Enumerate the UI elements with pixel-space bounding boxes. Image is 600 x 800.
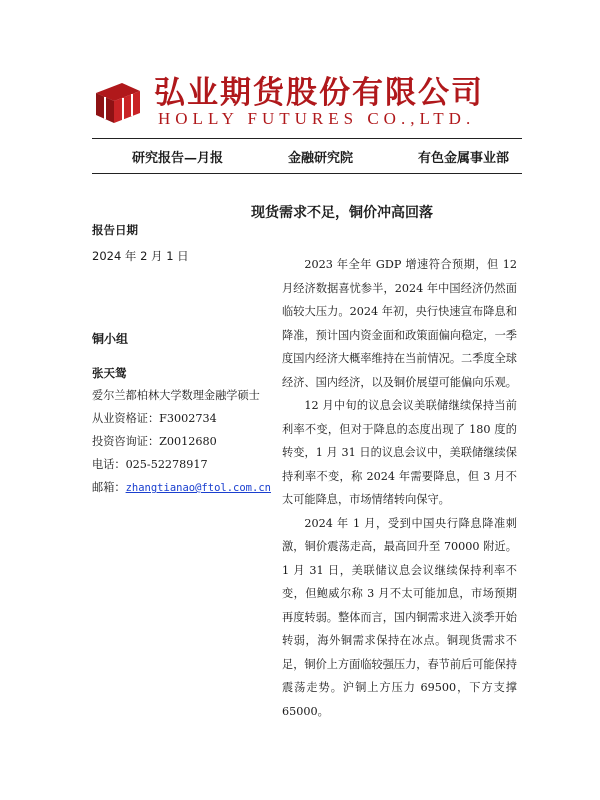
report-body <box>282 253 517 723</box>
team-name: 铜小组 <box>92 332 129 346</box>
company-name-en: HOLLY FUTURES CO.,LTD. <box>158 109 476 128</box>
company-logo-icon <box>92 79 144 125</box>
department-label: 有色金属事业部 <box>418 150 510 166</box>
author-name: 张天鸳 <box>92 366 127 380</box>
paragraph: 2024 年 1 月，受到中国央行降息降准刺激，铜价震荡走高，最高回升至 70000 附近。1 月 31 日，美联储议息会议继续保持利率不变，但鲍威尔称 3 月不太可能加息，市场预期再度转弱。整体而言，国内铜需求进入淡季开始转弱，海外铜需求保持在冰点。铜现货需求不足，铜价上方面临较强压力，春节前后可能保持震荡走势。沪铜上方压力 69500，下方支撑 65000。 <box>282 516 517 718</box>
email-row <box>92 480 282 496</box>
paragraph: 2023 年全年 GDP 增速符合预期，但 12 月经济数据喜忧参半，2024 年中国经济仍然面临较大压力。2024 年初，央行快速宣布降息和降准，预计国内资金面和政策面偏向稳定，一季度国内经济大概率维持在当前情况。二季度全球经济、国内经济，以及铜价展望可能偏向乐观。 <box>282 258 517 389</box>
company-logo <box>92 73 522 131</box>
report-header-bar <box>92 138 522 174</box>
report-title: 现货需求不足，铜价冲高回落 <box>251 205 433 221</box>
author-degree: 爱尔兰都柏林大学数理金融学硕士 <box>92 389 260 402</box>
paragraph: 12 月中旬的议息会议美联储继续保持当前利率不变，但对于降息的态度出现了 180 度的转变，1 月 31 日的议息会议中，美联储继续保持利率不变，称 2024 年需要降息，但 3 月不太可能降息，市场情绪转向保守。 <box>282 399 517 506</box>
email-label: 邮箱： <box>92 481 126 494</box>
qualification-cert: 从业资格证：F3002734 <box>92 412 217 425</box>
consulting-cert: 投资咨询证：Z0012680 <box>92 435 217 448</box>
company-name-cn: 弘业期货股份有限公司 <box>154 75 484 111</box>
author-sidebar <box>92 222 282 496</box>
report-type-label: 研究报告—月报 <box>132 150 224 166</box>
date-value: 2024 年 2 月 1 日 <box>92 249 189 263</box>
email-link[interactable]: zhangtianao@ftol.com.cn <box>125 482 271 494</box>
institute-label: 金融研究院 <box>288 150 354 166</box>
date-label: 报告日期 <box>92 223 138 237</box>
phone: 电话：025-52278917 <box>92 458 208 471</box>
